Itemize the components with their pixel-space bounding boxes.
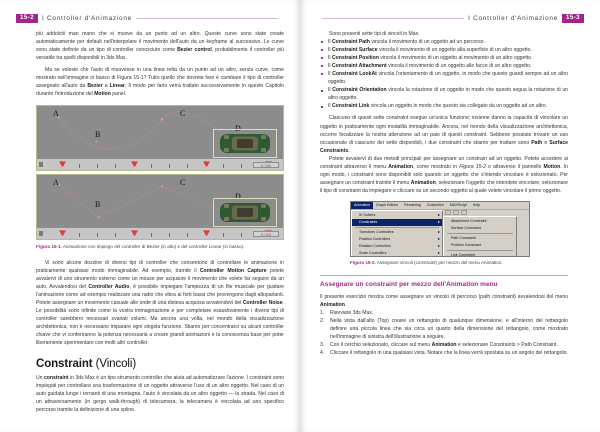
menu-bar: [351, 202, 529, 210]
chapter-heading-constraint: Constraint (Vincoli): [36, 358, 137, 371]
keyframe-marker[interactable]: [203, 161, 210, 167]
list-item: Nella vista dall'alto (Top) creare un rettangolo di qualunque dimensione, e all'interno del rettangolo definire una piccola linea che sia circa un quarto della dimensione del rettangolo, come mostrato nell'immagine di sinistra dell'illustrazione a seguire.: [330, 317, 568, 340]
exercise-intro: Il presente esercizio mostra come assegnare un vincolo di percorso (path constraint) avvalendosi del menu Animation.: [320, 293, 568, 308]
chevron-right-icon: [438, 245, 440, 247]
paragraph-2: Ma se voleste che l'auto di muovesse in una linea retta da un punto ad un altro, senza curve, come mostrato nell'immagine in basso di Figura 15-1? Tutto quello che dovrete fare è cambiare il tipo di controller assegnato all'auto da Bezier a Linear. Il modo per farlo verrà trattato successivamente in questo Capitolo durante l'introduzione del Motion panel.: [36, 67, 285, 98]
viewport-label-b: B: [95, 200, 101, 210]
viewport-label-c: C: [180, 109, 186, 119]
menu-separator: [447, 233, 513, 234]
menubar-item-help[interactable]: Help: [472, 203, 481, 208]
list-item: Il Constraint Orientation vincola la rotazione di un oggetto in modo che questo segua la rotazione di un altro oggetto.: [320, 86, 568, 102]
list-item: Il Constraint Position vincola il movimento di un oggetto al movimento di un altro oggetto.: [320, 54, 568, 62]
car-object-bezier: [219, 132, 271, 155]
timeline-frame-field[interactable]: 0 / 100: [253, 162, 279, 168]
redo-icon[interactable]: [453, 210, 459, 215]
runhead-rule-right: [322, 18, 464, 19]
figure-caption-15-2: Figura 15-2. Assegnare vincoli (constraint) per mezzo del menu Animation.: [350, 259, 503, 265]
menubar-item-maxscript[interactable]: MAXScript: [449, 203, 467, 208]
list-item: Il Constraint LookAt vincola l'orientamento di un oggetto, in modo che questo guardi sempre ad un altro oggetto.: [320, 70, 568, 86]
list-item: Riavviare 3ds Max.: [330, 309, 374, 316]
figure-caption-15-1: Figura 15-1. Animazione con impiego del controller di Bezier (in alto) e del controller Linear (in basso).: [36, 244, 245, 250]
timeline-handle-left[interactable]: [39, 162, 43, 167]
list-item: Il Constraint Path vincola il movimento di un oggetto ad un percorso.: [320, 38, 568, 46]
menubar-item-graph-editors[interactable]: Graph Editors: [375, 203, 399, 208]
timeline-bar-linear[interactable]: [37, 227, 283, 239]
menu-item-position-controllers[interactable]: Position Controllers: [352, 236, 442, 243]
submenu-item-position-constraint[interactable]: Position Constraint: [451, 242, 482, 247]
viewport-label-d: D: [235, 124, 241, 134]
keyframe-marker[interactable]: [131, 161, 138, 167]
submenu-item-path-constraint[interactable]: Path Constraint: [451, 235, 476, 240]
viewport-label-d: D: [235, 192, 241, 202]
chevron-right-icon: [438, 231, 440, 233]
submenu-item-link-constraint[interactable]: Link Constraint: [451, 252, 475, 257]
chevron-right-icon: [438, 238, 440, 240]
constraint-types-list: [320, 38, 568, 110]
viewport-bezier: [36, 105, 284, 171]
viewport-label-c: C: [180, 178, 186, 188]
menu-separator: [447, 250, 513, 251]
right-page: [300, 0, 600, 432]
chevron-right-icon: [438, 214, 440, 216]
menubar-item-customize[interactable]: Customize: [426, 203, 444, 208]
undo-icon[interactable]: [445, 210, 451, 215]
keyframe-marker[interactable]: [59, 161, 66, 167]
list-item: Il Constraint Attachment vincola il movimento di un oggetto alle facce di un altro oggetto.: [320, 62, 568, 70]
viewport-canvas-linear: [37, 175, 283, 227]
exercise-heading: Assegnare un constraint per mezzo dell'Animation menu: [320, 275, 568, 289]
viewport-label-b: B: [95, 130, 101, 140]
paragraph-1: più addolciti man mano che si muove da un punto ad un altro. Queste curve sono state create automaticamente per default nell'interpolare il movimento dell'auto da un keyframe al successivo. Le curve sono state definite da un tipo di controller conosciuto come Bezier control, probabilmente il controller più versatile tra quelli disponibili in 3ds Max.: [36, 31, 284, 62]
viewport-label-a: A: [53, 178, 59, 188]
chevron-right-icon: [438, 221, 440, 223]
keyframe-marker[interactable]: [203, 230, 210, 236]
menubar-item-animation[interactable]: Animation: [351, 201, 373, 209]
submenu-item-surface-constraint[interactable]: Surface Constraint: [451, 225, 481, 230]
keyframe-marker[interactable]: [131, 230, 138, 236]
runhead-title-right: I Controller d'Animazione: [468, 15, 559, 22]
menubar-item-rendering[interactable]: Rendering: [404, 203, 421, 208]
menu-item-scale-controllers[interactable]: Scale Controllers: [352, 250, 442, 257]
menu-item-transform-controllers[interactable]: Transform Controllers: [352, 229, 442, 236]
list-item: Con il cerchio selezionato, cliccare sul menu Animation e selezionare Constraints > Path Constraint.: [330, 341, 558, 348]
runhead-rule-left: [136, 18, 278, 19]
animation-dropdown-menu: [351, 210, 443, 257]
figure-15-1: [36, 105, 284, 251]
paragraph-4: Un constraint in 3ds Max è un tipo strumento controller che aiuta ad automatizzare l'azione. I constraint sono impiegati per controllare una trasformazione di un oggetto attraverso l'uso di un altro oggetto. Nel caso di un auto guidata lungo i tornanti di una montagna, l'auto è vincolata da un altro oggetto — la strada. Nel caso di un attraversamento (in gergo walk-through) di telecamera, la telecamera è vincolata ad uno specifico percorso tramite la definizione di una spline.: [36, 374, 284, 413]
figure-15-2: [350, 201, 530, 267]
bullets-intro: Sono presenti sette tipi di vincoli in Max.: [329, 31, 420, 37]
car-object-linear: [219, 201, 271, 224]
viewport-canvas-bezier: [37, 106, 283, 158]
exercise-steps: [320, 309, 568, 357]
chevron-right-icon: [438, 252, 440, 254]
menu-separator: [355, 227, 439, 228]
menu-item-rotation-controllers[interactable]: Rotation Controllers: [352, 243, 442, 250]
paragraph-r2: Potete avvalervi di due metodi principali per assegnare un constrain ad un oggetto. Potete accedere ai constraint attraverso il menu Animation, come mostrato in Figura 15-2 o attraverso il pannello Motion. In ogni modo, i constraint sono disponibili solo quando un oggetto che s'intende vincolare è selezionato. Per assegnare un constraint tramite il menu Animation, selezionare l'oggetto che intendete vincolare, selezionare il tipo di constraint da impiegare e cliccare su un secondo oggetto al quale volete vincolare il primo oggetto.: [320, 155, 568, 194]
left-column: [36, 30, 284, 414]
folio-right: 15-3: [562, 14, 584, 23]
constraints-submenu: [443, 216, 517, 257]
list-item: Cliccare il rettangolo in una qualsiasi vista. Notare che la linea verrà spostata su un angolo del rettangolo.: [330, 349, 568, 356]
right-column: [320, 30, 568, 357]
folio-left: 15-2: [16, 14, 38, 23]
paragraph-r1: Ciascuno di questi sette constraint esegue un'unica funzione; insieme danno la capacità di vincolare un oggetto in praticamente ogni modalità immaginabile. Ancora, nel mondo della visualizzazione architettonica, occorre focalizzare la nostra attenzione ad un paio di questi constraint. Sebbene possiate trovare un uso occasionale di ciascuno dei sette disponibili, i due constraint che stiamo per trattare sono Path e Surface Constraints.: [320, 115, 568, 154]
viewport-label-a: A: [53, 109, 59, 119]
timeline-frame-field[interactable]: 0 / 100: [253, 231, 279, 237]
paragraph-3: Vi sono alcune dozzine di diversi tipi di controller che consentono di controllare le animazione in praticamente qualsiasi modo immaginabile. Ad esempio, tramite il Controller Motion Capture potete avvalervi di uno strumento esterno come un mouse per acquisire il movimento che volete far seguire da un auto. Avvalendosi del Controller Audio, è possibile impiegare l'ampiezza di un file musicale per guidare l'animazione come ad esempio realizzare una radio che vibra ai forti bassi che provengono dagli altoparlanti. Potete assegnare un movimento casuale alle onde di una distesa acquosa avvalendovi del Controller Noise. Le possibilità sono infinite come la vostra immaginazione e per completare esaustivamente i diversi tipi di controller sarebbero necessari svariati volumi. Ma ancora una volta, nel mondo della visualizzazione architettonica, non è necessario imparare ogni singola funzione. Stiamo per concentrarci su alcuni controller chiave che vi conferiranno la potenza necessaria a creare grandi animazioni e la conoscenza base per poter liberamente sperimentare con molti altri controller.: [36, 259, 284, 347]
timeline-bar-bezier[interactable]: [37, 158, 283, 170]
keyframe-marker[interactable]: [59, 230, 66, 236]
menu-item-ik-solvers[interactable]: IK Solvers: [352, 212, 442, 219]
list-item: Il Constraint Link vincola un oggetto in modo che questo sia collegato da un oggetto ad un altro.: [320, 102, 568, 110]
viewport-linear: [36, 174, 284, 240]
runhead-title-left: I Controller d'Animazione: [41, 15, 132, 22]
runhead-left: [16, 13, 278, 24]
select-link-icon[interactable]: [461, 210, 467, 215]
list-item: Il Constraint Surface vincola il movimento di un oggetto alla superficie di un altro oggetto.: [320, 46, 568, 54]
submenu-item-attachment-constraint[interactable]: Attachment Constraint: [451, 218, 487, 223]
timeline-handle-left[interactable]: [39, 231, 43, 236]
animation-menu-screenshot: [350, 201, 530, 257]
runhead-right: [322, 13, 584, 24]
menu-item-constraints[interactable]: Constraints: [352, 219, 442, 226]
